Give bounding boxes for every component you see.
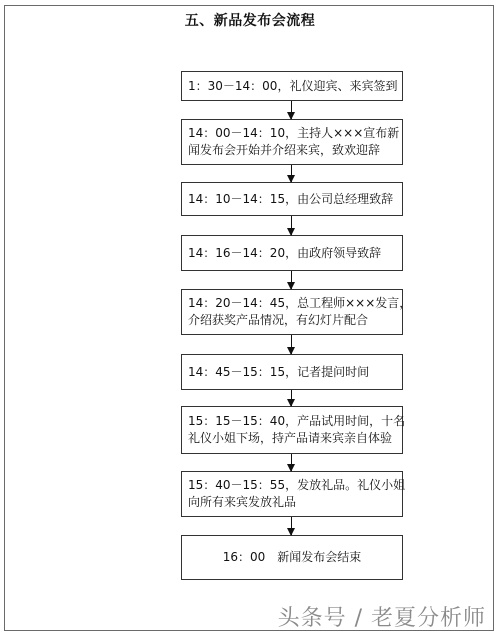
flow-arrow-3-4: [291, 216, 292, 235]
watermark-text: 头条号 / 老夏分析师: [277, 606, 486, 631]
flow-step-8: [181, 471, 406, 517]
flow-arrow-7-8: [291, 454, 292, 471]
flow-step-5-line-2: 介绍获奖产品情况，有幻灯片配合: [188, 313, 369, 327]
flow-arrow-2-3: [291, 165, 292, 182]
flow-step-8-line-2: 向所有来宾发放礼品: [188, 495, 297, 509]
flow-step-3: [181, 182, 403, 216]
page-title: 五、新品发布会流程: [184, 13, 316, 29]
flow-step-1: [181, 71, 403, 101]
flow-step-9-line-1: 16：00 新闻发布会结束: [222, 550, 362, 564]
flow-arrow-4-5: [291, 271, 292, 289]
flow-step-6: [181, 354, 403, 390]
flow-arrow-1-2: [291, 101, 292, 119]
flow-step-8-line-1: 15：40－15：55，发放礼品。礼仪小姐: [188, 478, 406, 492]
flow-step-5: [181, 289, 412, 335]
flow-step-4: [181, 235, 403, 271]
flow-arrow-6-7: [291, 390, 292, 406]
flow-step-7-line-2: 礼仪小姐下场，持产品请来宾亲自体验: [188, 431, 393, 445]
flow-step-3-line-1: 14：10－14：15，由公司总经理致辞: [188, 191, 394, 206]
flow-step-1-line-1: 1：30－14：00，礼仪迎宾、来宾签到: [188, 78, 398, 93]
flow-step-4-line-1: 14：16－14：20，由政府领导致辞: [188, 245, 382, 260]
flow-step-5-line-1: 14：20－14：45，总工程师×××发言，: [188, 296, 412, 310]
flow-arrow-5-6: [291, 335, 292, 354]
flow-step-6-line-1: 14：45－15：15，记者提问时间: [188, 364, 370, 379]
flow-arrow-8-9: [291, 517, 292, 535]
flow-step-7-line-1: 15：15－15：40，产品试用时间，十名: [188, 414, 406, 428]
flow-step-2-line-1: 14：00－14：10，主持人×××宣布新: [188, 126, 400, 140]
flow-step-2: [181, 119, 403, 165]
flow-step-9: [181, 535, 403, 580]
flow-step-7: [181, 406, 406, 454]
flow-step-2-line-2: 闻发布会开始并介绍来宾，致欢迎辞: [188, 143, 381, 157]
